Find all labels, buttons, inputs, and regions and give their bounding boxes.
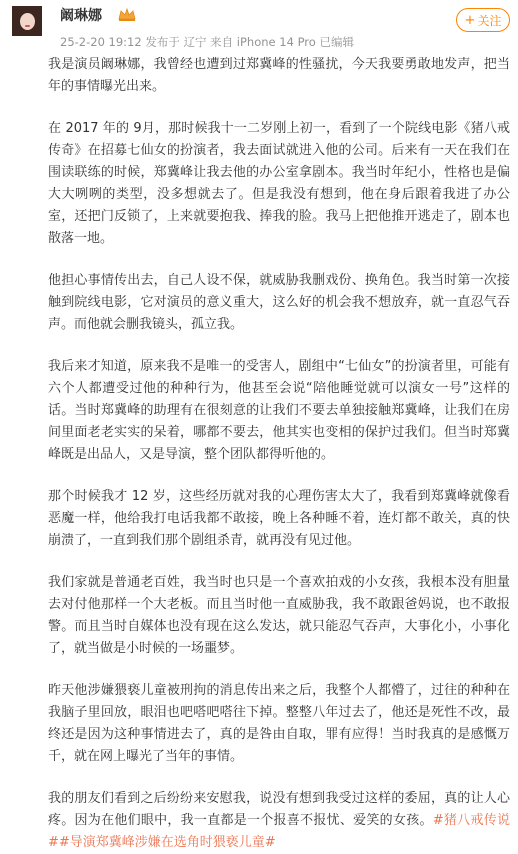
post-paragraph: 在 2017 年的 9月，那时候我十一二岁刚上初一，看到了一个院线电影《猪八戒传奇》在招募七仙女的扮演者，我去面试就进入他的公司。后来有一天在我们在围读联练的时候，郑冀峰让我去他的办公室拿剧本。我当时年纪小，性格也是偏大大咧咧的类型，没多想就去了。但是我没有想到，他在身后跟着我进了办公室，还把门反锁了，上来就要抱我、捧我的脸。我马上把他推开逃走了，剧本也散落一地。: [48, 121, 510, 246]
post-paragraph: 我是演员阚琳娜，我曾经也遭到过郑冀峰的性骚扰，今天我要勇敢地发声，把当年的事情曝光出来。: [48, 57, 510, 94]
post-paragraph: 那个时候我才 12 岁，这些经历就对我的心理伤害太大了，我看到郑冀峰就像看恶魔一样，他给我打电话我都不敢接，晚上各种睡不着，连灯都不敢关，真的快崩溃了，一直到我们那个剧组杀青，就再没有见过他。: [48, 489, 510, 548]
follow-button[interactable]: [456, 8, 510, 32]
post-paragraph-text: 我的朋友们看到之后纷纷来安慰我，说没有想到我受过这样的委屈，真的让人心疼。因为在他们眼中，我一直都是一个报喜不报忧、爱笑的女孩。: [48, 791, 510, 828]
avatar-face: [20, 13, 35, 30]
post-paragraph: 昨天他涉嫌猥亵儿童被刑拘的消息传出来之后，我整个人都懵了，过往的种种在我脑子里回放，眼泪也吧嗒吧嗒往下掉。整整八年过去了，他还是死性不改，最终还是因为这种事情进去了，真的是咎由自取，罪有应得！当时我真的是感慨万千，就在网上曝光了当年的事情。: [48, 683, 510, 764]
post-header: [0, 0, 518, 52]
hashtag-link[interactable]: #猪八戒传说#: [48, 813, 510, 850]
post-meta: 25-2-20 19:12 发布于 辽宁 来自 iPhone 14 Pro 已编辑: [60, 35, 354, 49]
follow-label: 关注: [477, 13, 502, 28]
vip-crown-icon: [118, 8, 136, 22]
post-paragraph-last: [48, 788, 510, 854]
post-content: [48, 54, 510, 854]
author-name[interactable]: 阚琳娜: [60, 8, 102, 24]
author-avatar[interactable]: [12, 6, 42, 36]
avatar-mouth: [25, 25, 30, 27]
post-paragraph: 他担心事情传出去，自己人设不保，就威胁我删戏份、换角色。我当时第一次接触到院线电影，它对演员的意义重大，这么好的机会我不想放弃，就一直忍气吞声。而他就会删我镜头，孤立我。: [48, 273, 510, 332]
post-paragraph: 我后来才知道，原来我不是唯一的受害人，剧组中“七仙女”的扮演者里，可能有六个人都遭受过他的种种行为，他甚至会说“陪他睡觉就可以演女一号”这样的话。当时郑冀峰的助理有在很刻意的让我们不要去单独接触郑冀峰，让我们在房间里面老老实实的呆着，哪都不要去，他其实也变相的保护过我们。但当时郑冀峰既是出品人，又是导演，整个团队都得听他的。: [48, 359, 510, 462]
post-paragraph: 我们家就是普通老百姓，我当时也只是一个喜欢拍戏的小女孩，我根本没有胆量去对付他那样一个大老板。而且当时他一直威胁我，我不敢跟爸妈说，也不敢报警。而且当时自媒体也没有现在这么发达，就只能忍气吞声，大事化小，小事化了，就当做是小时候的一场噩梦。: [48, 575, 510, 656]
hashtag-link[interactable]: #导演郑冀峰涉嫌在选角时猥亵儿童#: [58, 835, 276, 850]
plus-icon: +: [464, 12, 476, 28]
